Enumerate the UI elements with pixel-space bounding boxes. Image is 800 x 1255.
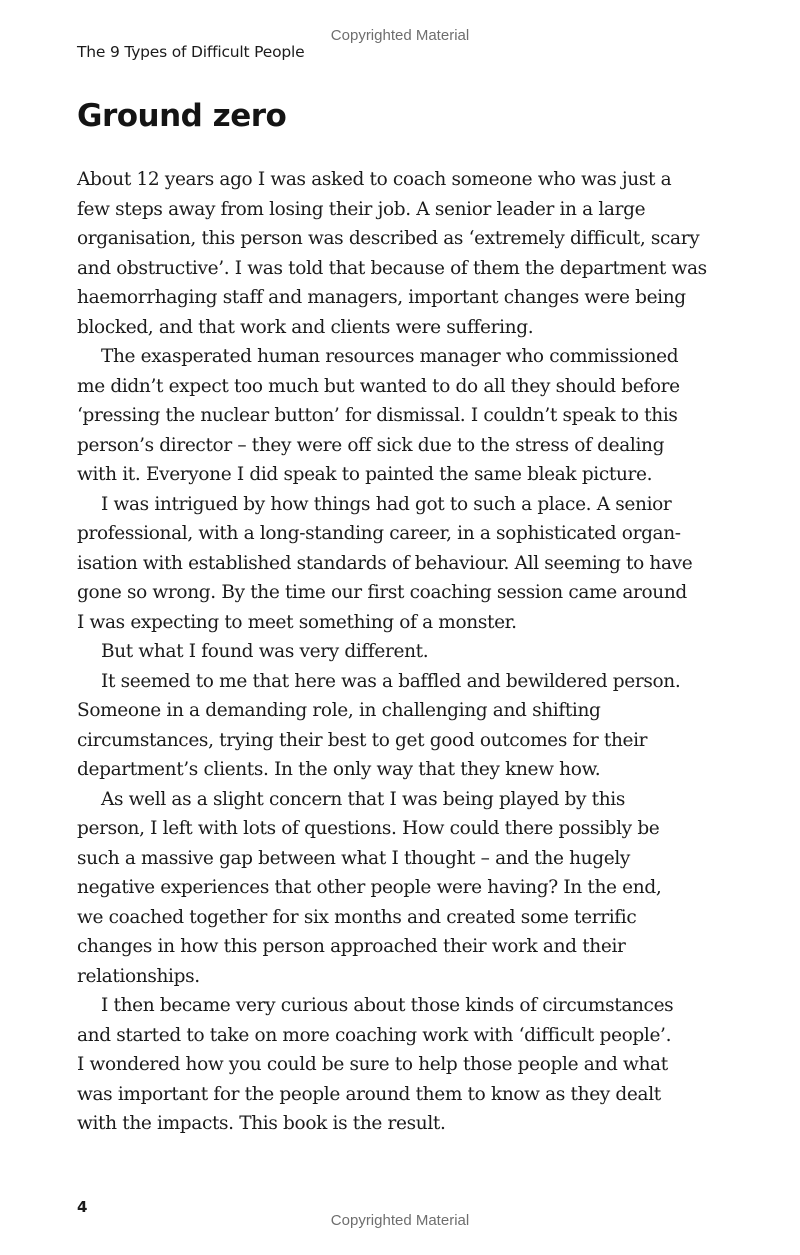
text-line: circumstances, trying their best to get good outcomes for their	[77, 729, 648, 751]
text-line: professional, with a long-standing career, in a sophisticated organ-	[77, 523, 681, 544]
text-line: such a massive gap between what I thought – and the hugely	[77, 847, 631, 869]
text-line: was important for the people around them to know as they dealt	[77, 1083, 661, 1105]
text-line: and obstructive’. I was told that because of them the department was	[77, 257, 707, 279]
chapter-title: Ground zero	[77, 98, 287, 134]
text-line: relationships.	[77, 965, 200, 987]
text-line: with the impacts. This book is the result.	[77, 1113, 446, 1134]
copyright-watermark-bottom: Copyrighted Material	[330, 1212, 470, 1229]
text-line: About 12 years ago I was asked to coach someone who was just a	[77, 169, 672, 190]
text-line: I was expecting to meet something of a monster.	[77, 611, 517, 633]
paragraph	[77, 165, 717, 342]
text-line: blocked, and that work and clients were suffering.	[77, 316, 534, 338]
text-line: But what I found was very different.	[101, 641, 429, 662]
text-line: changes in how this person approached their work and their	[77, 936, 626, 957]
text-line: As well as a slight concern that I was being played by this	[101, 788, 625, 810]
text-line: department’s clients. In the only way that they knew how.	[77, 759, 601, 780]
text-line: negative experiences that other people were having? In the end,	[77, 877, 662, 898]
text-line: I wondered how you could be sure to help those people and what	[77, 1054, 668, 1075]
text-line: Someone in a demanding role, in challenging and shifting	[77, 700, 601, 721]
text-line: person’s director – they were off sick due to the stress of dealing	[77, 434, 665, 456]
paragraph	[77, 785, 717, 992]
text-line: organisation, this person was described as ‘extremely difficult, scary	[77, 228, 700, 249]
text-line: It seemed to me that here was a baffled and bewildered person.	[101, 670, 681, 692]
text-line: and started to take on more coaching work with ‘difficult people’.	[77, 1024, 672, 1046]
text-line: with it. Everyone I did speak to painted the same bleak picture.	[77, 464, 653, 485]
text-line: person, I left with lots of questions. How could there possibly be	[77, 818, 660, 839]
text-line: haemorrhaging staff and managers, important changes were being	[77, 287, 686, 308]
page-number: 4	[77, 1198, 88, 1216]
text-line: gone so wrong. By the time our first coaching session came around	[77, 582, 687, 603]
text-line: I then became very curious about those kinds of circumstances	[101, 995, 674, 1016]
text-line: ‘pressing the nuclear button’ for dismissal. I couldn’t speak to this	[77, 405, 678, 426]
paragraph	[77, 637, 717, 667]
paragraph	[77, 991, 717, 1139]
paragraph	[77, 667, 717, 785]
body-text	[77, 165, 717, 1139]
text-line: isation with established standards of behaviour. All seeming to have	[77, 552, 693, 574]
paragraph	[77, 490, 717, 638]
copyright-watermark-top: Copyrighted Material	[330, 27, 470, 44]
text-line: few steps away from losing their job. A senior leader in a large	[77, 198, 646, 220]
paragraph	[77, 342, 717, 490]
running-head: The 9 Types of Difficult People	[77, 43, 305, 61]
text-line: The exasperated human resources manager who commissioned	[101, 346, 679, 367]
text-line: I was intrigued by how things had got to such a place. A senior	[101, 493, 672, 515]
text-line: we coached together for six months and created some terrific	[77, 906, 637, 928]
text-line: me didn’t expect too much but wanted to do all they should before	[77, 375, 680, 397]
